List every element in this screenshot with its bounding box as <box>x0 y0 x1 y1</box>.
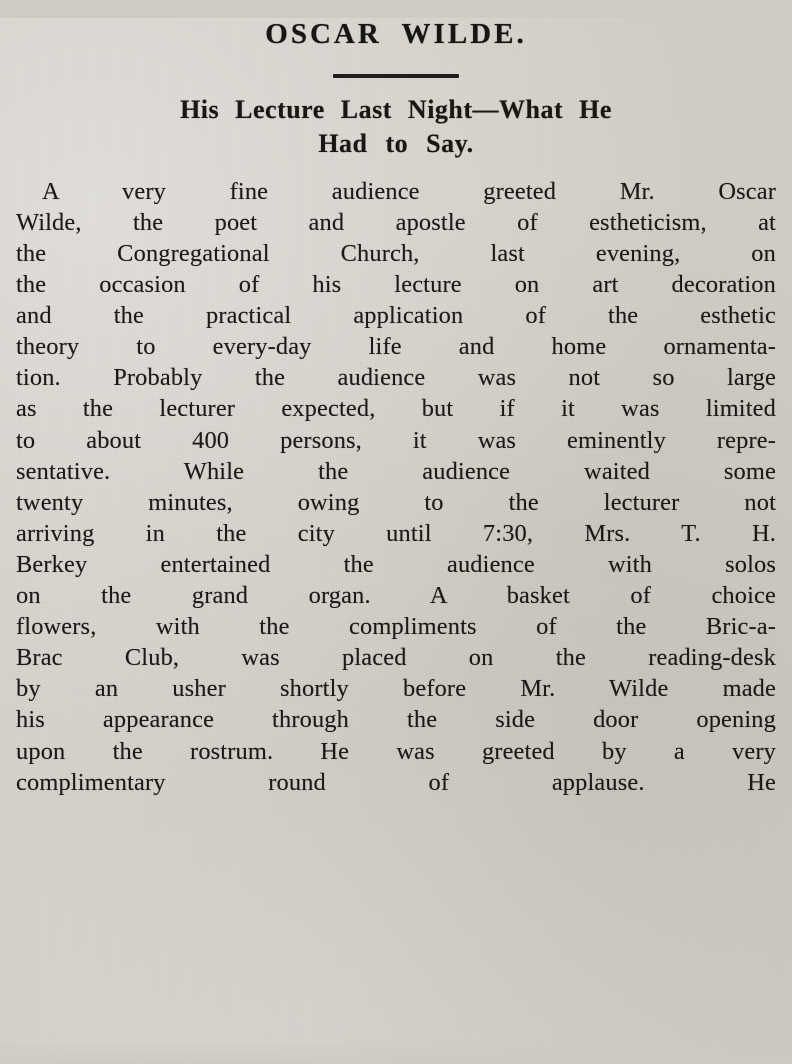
article-line: sentative. While the audience waited some <box>16 457 776 485</box>
article-line: arriving in the city until 7:30, Mrs. T. H. <box>16 519 776 547</box>
article-body <box>16 176 776 798</box>
article-line <box>16 176 776 207</box>
article-line: on the grand organ. A basket of choice <box>16 582 776 610</box>
article-line: and the practical application of the esthetic <box>16 302 776 330</box>
subheadline-line-2: Had to Say. <box>318 129 474 159</box>
page-title: OSCAR WILDE. <box>265 18 527 50</box>
article-line: the occasion of his lecture on art decoration <box>16 270 776 298</box>
article-line: Brac Club, was placed on the reading-desk <box>16 644 776 672</box>
article-line: to about 400 persons, it was eminently repre- <box>16 426 776 454</box>
article-line: twenty minutes, owing to the lecturer not <box>16 488 776 516</box>
article-line: Berkey entertained the audience with solos <box>16 550 776 578</box>
article-line: complimentary round of applause. He <box>16 768 776 796</box>
article-line: as the lecturer expected, but if it was limited <box>16 395 776 423</box>
horizontal-rule-icon <box>333 74 459 78</box>
article-line: Wilde, the poet and apostle of estheticism, at <box>16 208 776 236</box>
title-divider <box>14 65 778 83</box>
article-line-text: A very fine audience greeted Mr. Oscar <box>42 177 776 205</box>
article-line: upon the rostrum. He was greeted by a very <box>16 737 776 765</box>
subheadline <box>24 93 768 162</box>
newspaper-page <box>0 18 792 1064</box>
article-line: the Congregational Church, last evening, on <box>16 239 776 267</box>
article-line: flowers, with the compliments of the Bric-a- <box>16 613 776 641</box>
subheadline-line-1: His Lecture Last Night—What He <box>180 95 612 124</box>
article-line: his appearance through the side door opening <box>16 706 776 734</box>
article-line: tion. Probably the audience was not so large <box>16 364 776 392</box>
page-bottom-fade <box>0 1038 792 1064</box>
article-line: theory to every-day life and home ornamenta- <box>16 333 776 361</box>
article-line: by an usher shortly before Mr. Wilde made <box>16 675 776 703</box>
